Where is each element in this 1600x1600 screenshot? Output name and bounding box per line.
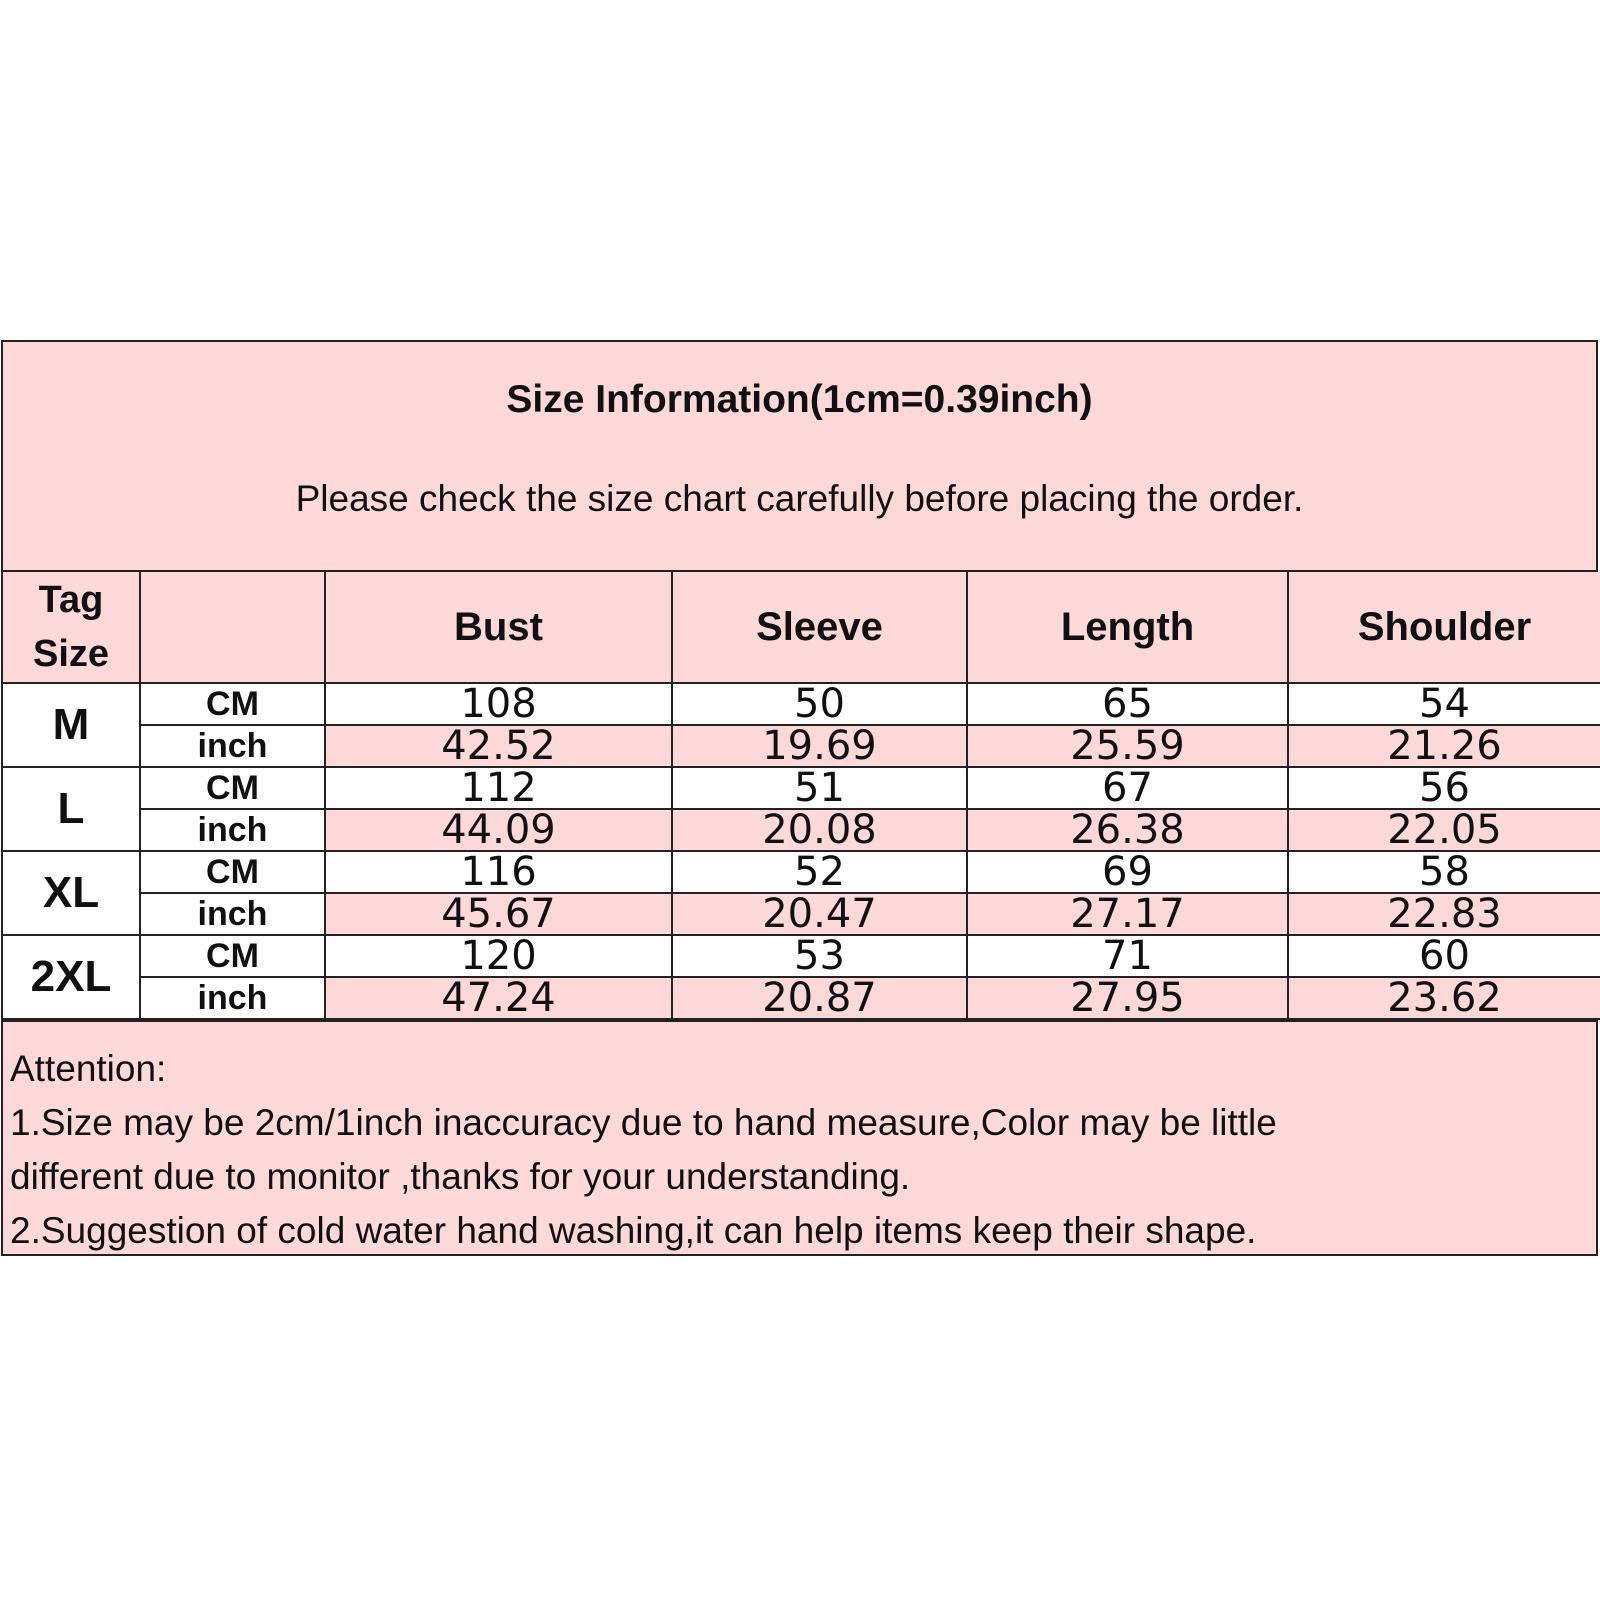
table-row xyxy=(3,809,1600,851)
bust-cm: 108 xyxy=(325,683,672,725)
size-chart xyxy=(1,340,1598,1256)
size-label: M xyxy=(3,683,140,767)
chart-title: Size Information(1cm=0.39inch) xyxy=(506,378,1093,421)
header-tag-size xyxy=(3,572,140,683)
sleeve-cm: 52 xyxy=(672,851,967,893)
unit-label: CM xyxy=(140,767,325,809)
bust-inch: 42.52 xyxy=(325,725,672,767)
table-header-row xyxy=(3,572,1600,683)
length-cm: 67 xyxy=(967,767,1288,809)
unit-label: inch xyxy=(140,725,325,767)
table-row xyxy=(3,851,1600,893)
sleeve-cm: 51 xyxy=(672,767,967,809)
size-table xyxy=(3,572,1600,1020)
attention-heading: Attention: xyxy=(10,1048,167,1089)
table-row xyxy=(3,893,1600,935)
chart-subtitle: Please check the size chart carefully before placing the order. xyxy=(295,478,1304,519)
length-inch: 27.95 xyxy=(967,977,1288,1019)
unit-label: CM xyxy=(140,851,325,893)
table-row xyxy=(3,935,1600,977)
sleeve-inch: 19.69 xyxy=(672,725,967,767)
bust-cm: 120 xyxy=(325,935,672,977)
header-length: Length xyxy=(967,572,1288,683)
header-sleeve: Sleeve xyxy=(672,572,967,683)
length-cm: 69 xyxy=(967,851,1288,893)
shoulder-cm: 54 xyxy=(1288,683,1600,725)
attention-notes xyxy=(3,1020,1596,1254)
size-table-body xyxy=(3,683,1600,1019)
bust-cm: 112 xyxy=(325,767,672,809)
shoulder-cm: 60 xyxy=(1288,935,1600,977)
size-label: XL xyxy=(3,851,140,935)
size-chart-header xyxy=(3,342,1596,572)
length-inch: 27.17 xyxy=(967,893,1288,935)
header-unit xyxy=(140,572,325,683)
shoulder-inch: 23.62 xyxy=(1288,977,1600,1019)
shoulder-inch: 22.05 xyxy=(1288,809,1600,851)
bust-inch: 45.67 xyxy=(325,893,672,935)
header-tag-label: Tag Size xyxy=(32,579,110,675)
header-shoulder: Shoulder xyxy=(1288,572,1600,683)
unit-label: inch xyxy=(140,977,325,1019)
length-inch: 25.59 xyxy=(967,725,1288,767)
bust-inch: 44.09 xyxy=(325,809,672,851)
length-inch: 26.38 xyxy=(967,809,1288,851)
table-row xyxy=(3,977,1600,1019)
sleeve-cm: 50 xyxy=(672,683,967,725)
table-row xyxy=(3,683,1600,725)
table-row xyxy=(3,725,1600,767)
shoulder-inch: 21.26 xyxy=(1288,725,1600,767)
shoulder-inch: 22.83 xyxy=(1288,893,1600,935)
length-cm: 65 xyxy=(967,683,1288,725)
header-bust: Bust xyxy=(325,572,672,683)
unit-label: inch xyxy=(140,893,325,935)
attention-line-2: different due to monitor ,thanks for your understanding. xyxy=(10,1156,911,1197)
bust-cm: 116 xyxy=(325,851,672,893)
attention-line-3: 2.Suggestion of cold water hand washing,it can help items keep their shape. xyxy=(10,1210,1257,1251)
bust-inch: 47.24 xyxy=(325,977,672,1019)
shoulder-cm: 58 xyxy=(1288,851,1600,893)
shoulder-cm: 56 xyxy=(1288,767,1600,809)
size-label: L xyxy=(3,767,140,851)
unit-label: CM xyxy=(140,935,325,977)
table-row xyxy=(3,767,1600,809)
sleeve-inch: 20.08 xyxy=(672,809,967,851)
size-label: 2XL xyxy=(3,935,140,1019)
unit-label: CM xyxy=(140,683,325,725)
sleeve-inch: 20.87 xyxy=(672,977,967,1019)
sleeve-inch: 20.47 xyxy=(672,893,967,935)
attention-line-1: 1.Size may be 2cm/1inch inaccuracy due to hand measure,Color may be little xyxy=(10,1102,1277,1143)
length-cm: 71 xyxy=(967,935,1288,977)
unit-label: inch xyxy=(140,809,325,851)
sleeve-cm: 53 xyxy=(672,935,967,977)
